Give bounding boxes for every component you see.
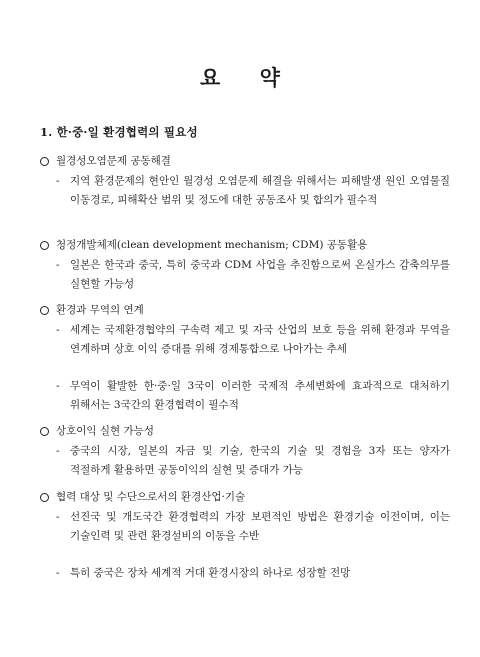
dash-bullet-icon: -	[56, 324, 60, 336]
sub-item	[56, 508, 450, 546]
circle-bullet-icon	[40, 157, 49, 166]
item-label: 환경과 무역의 연계	[56, 304, 144, 316]
item-label: 협력 대상 및 수단으로서의 환경산업·기술	[56, 491, 246, 503]
item-label: 상호이익 실현 가능성	[56, 425, 154, 437]
dash-bullet-icon: -	[56, 511, 60, 523]
sub-item-text: 지역 환경문제의 현안인 월경성 오염문제 해결을 위해서는 피해발생 원인 오염물질 이동경로, 피해확산 범위 및 정도에 대한 공동조사 및 합의가 필수적	[70, 175, 450, 206]
sub-item-text: 일본은 한국과 중국, 특히 중국과 CDM 사업을 추진함으로써 온실가스 감축의무를 실현할 가능성	[70, 259, 450, 290]
sub-item	[56, 377, 450, 415]
circle-bullet-icon	[40, 427, 49, 436]
sub-item	[56, 442, 450, 480]
item-heading	[40, 488, 450, 506]
item-label: 월경성오염문제 공동해결	[56, 155, 171, 167]
item-heading	[40, 301, 450, 319]
dash-bullet-icon: -	[56, 567, 60, 579]
summary-item-4	[40, 422, 450, 480]
sub-item-text: 중국의 시장, 일본의 자금 및 기술, 한국의 기술 및 경험을 3자 또는 양자가 적절하게 활용하면 공동이익의 실현 및 증대가 가능	[70, 445, 450, 476]
dash-bullet-icon: -	[56, 445, 60, 457]
sub-item	[56, 564, 450, 583]
summary-item-3	[40, 301, 450, 415]
item-heading	[40, 152, 450, 170]
circle-bullet-icon	[40, 241, 49, 250]
dash-bullet-icon: -	[56, 175, 60, 187]
sub-item	[56, 321, 450, 359]
circle-bullet-icon	[40, 306, 49, 315]
item-label: 청정개발체제(clean development mechanism; CDM) 공동활용	[56, 239, 368, 251]
section-heading: 1. 한·중·일 환경협력의 필요성	[40, 125, 198, 139]
sub-item-text: 특히 중국은 장차 세계적 거대 환경시장의 하나로 성장할 전망	[70, 567, 351, 579]
dash-bullet-icon: -	[56, 380, 60, 392]
item-heading	[40, 422, 450, 440]
sub-item-text: 선진국 및 개도국간 환경협력의 가장 보편적인 방법은 환경기술 이전이며, 이는 기술인력 및 관련 환경설비의 이동을 수반	[70, 511, 450, 542]
sub-item	[56, 172, 450, 210]
summary-item-5	[40, 488, 450, 583]
sub-item	[56, 256, 450, 294]
dash-bullet-icon: -	[56, 259, 60, 271]
sub-item-text: 세계는 국제환경협약의 구속력 제고 및 자국 산업의 보호 등을 위해 환경과 무역을 연계하며 상호 이익 증대를 위해 경제통합으로 나아가는 추세	[70, 324, 450, 355]
summary-item-2	[40, 236, 450, 294]
summary-item-1	[40, 152, 450, 210]
circle-bullet-icon	[40, 493, 49, 502]
sub-item-text: 무역이 활발한 한·중·일 3국이 이러한 국제적 추세변화에 효과적으로 대처하기 위해서는 3국간의 환경협력이 필수적	[70, 380, 450, 411]
item-heading	[40, 236, 450, 254]
page-title: 요 약	[200, 65, 296, 90]
